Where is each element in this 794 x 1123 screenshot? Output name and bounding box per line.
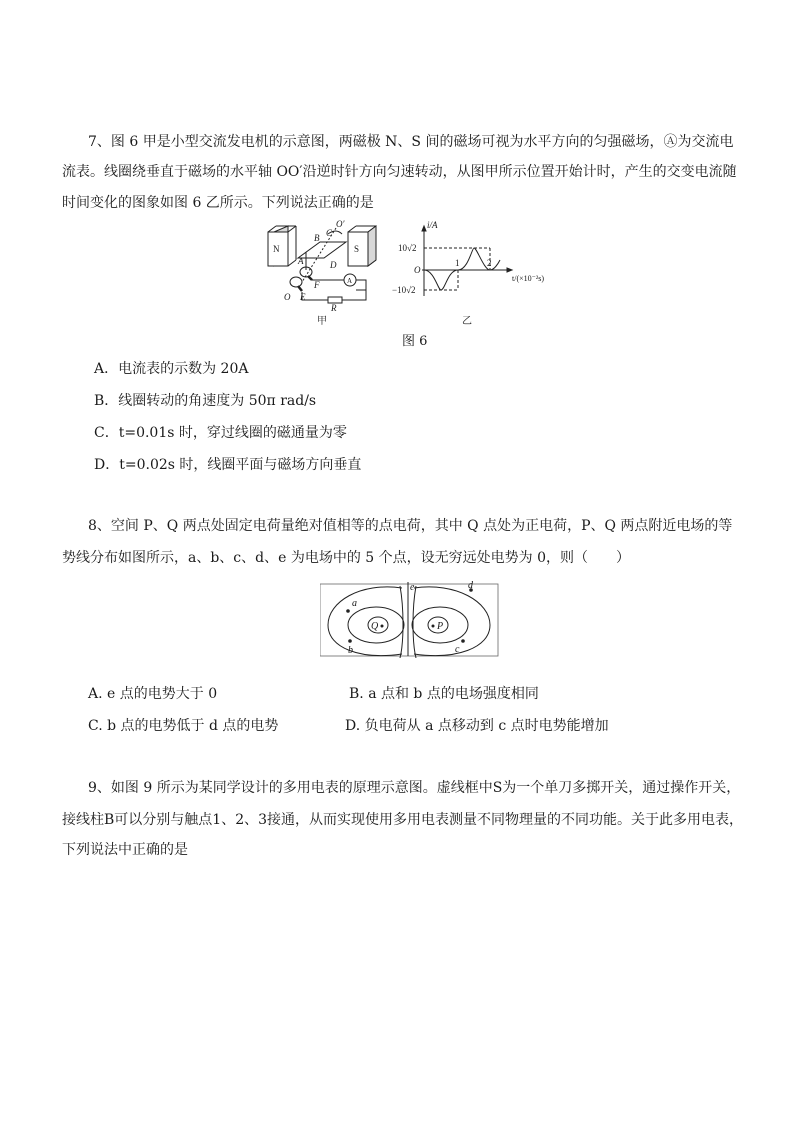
graph-xlabel: t/(×10⁻²s) bbox=[512, 274, 545, 283]
q7-option-c: C．t=0.01s 时，穿过线圈的磁通量为零 bbox=[94, 425, 347, 441]
ammeter-symbol: A bbox=[347, 277, 353, 285]
figure-6 bbox=[262, 218, 572, 328]
q7-option-a: A．电流表的示数为 20A bbox=[94, 361, 249, 377]
q8-option-a: A. e 点的电势大于 0 bbox=[88, 686, 218, 702]
charge-p-label: P bbox=[437, 621, 444, 632]
point-a-label: a bbox=[352, 598, 357, 609]
graph-labels bbox=[392, 220, 544, 295]
label-o: O bbox=[284, 292, 291, 302]
equipotential-figure bbox=[320, 578, 500, 658]
graph-ytick-top: 10√2 bbox=[398, 243, 417, 253]
q7-option-d: D．t=0.02s 时，线圈平面与磁场方向垂直 bbox=[94, 457, 362, 473]
graph-xtick-1: 1 bbox=[455, 258, 460, 268]
label-o-prime: O′ bbox=[336, 219, 345, 229]
q9-line-3: 下列说法中正确的是 bbox=[62, 842, 188, 858]
q9-line-2: 接线柱B可以分别与触点1、2、3接通，从而实现使用多用电表测量不同物理量的不同功能。关于此多用电表， bbox=[62, 812, 744, 828]
figure-right-label: 乙 bbox=[462, 316, 472, 327]
charge-q-label: Q bbox=[371, 621, 379, 632]
graph-ytick-bottom: −10√2 bbox=[392, 285, 416, 295]
q7-line-2: 流表。线圈绕垂直于磁场的水平轴 OO′沿逆时针方向匀速转动，从图甲所示位置开始计时，产生的交变电流随 bbox=[62, 164, 737, 180]
label-s: S bbox=[354, 244, 360, 254]
graph-ylabel: i/A bbox=[427, 220, 438, 230]
figure-left-label: 甲 bbox=[317, 316, 327, 327]
label-n: N bbox=[273, 244, 280, 254]
figure-6-caption: 图 6 bbox=[402, 334, 428, 349]
q9-line-1: 9、如图 9 所示为某同学设计的多用电表的原理示意图。虚线框中S为一个单刀多掷开关，通过操作开关， bbox=[88, 780, 741, 796]
point-b-label: b bbox=[348, 645, 353, 656]
point-e-label: e bbox=[410, 582, 415, 593]
point-d-label: d bbox=[468, 580, 473, 591]
q8-line-1: 8、空间 P、Q 两点处固定电荷量绝对值相等的点电荷，其中 Q 点处为正电荷，P、Q 两点附近电场的等 bbox=[88, 518, 733, 534]
label-e: E bbox=[300, 292, 306, 302]
label-d: D bbox=[330, 260, 337, 270]
q7-option-b: B．线圈转动的角速度为 50π rad/s bbox=[94, 393, 317, 409]
label-f: F bbox=[314, 280, 320, 290]
q8-line-2: 势线分布如图所示，a、b、c、d、e 为电场中的 5 个点，设无穷远处电势为 0，则（ ） bbox=[62, 550, 631, 566]
graph-xtick-2: 2 bbox=[487, 258, 492, 268]
graph-origin: O bbox=[414, 265, 421, 275]
label-r: R bbox=[331, 303, 337, 313]
current-curve bbox=[424, 248, 500, 290]
q7-line-3: 时间变化的图象如图 6 乙所示。下列说法正确的是 bbox=[62, 195, 374, 211]
label-c: C bbox=[326, 228, 333, 238]
q8-option-c: C. b 点的电势低于 d 点的电势 bbox=[88, 718, 279, 734]
q8-option-d: D. 负电荷从 a 点移动到 c 点时电势能增加 bbox=[345, 718, 609, 734]
label-b: B bbox=[314, 233, 320, 243]
q8-option-b: B. a 点和 b 点的电场强度相同 bbox=[349, 686, 539, 702]
point-c-label: c bbox=[455, 644, 460, 655]
label-a: A bbox=[298, 256, 304, 266]
q7-line-1: 7、图 6 甲是小型交流发电机的示意图，两磁极 N、S 间的磁场可视为水平方向的匀强磁场，Ⓐ为交流电 bbox=[88, 134, 734, 150]
current-graph bbox=[422, 226, 512, 296]
